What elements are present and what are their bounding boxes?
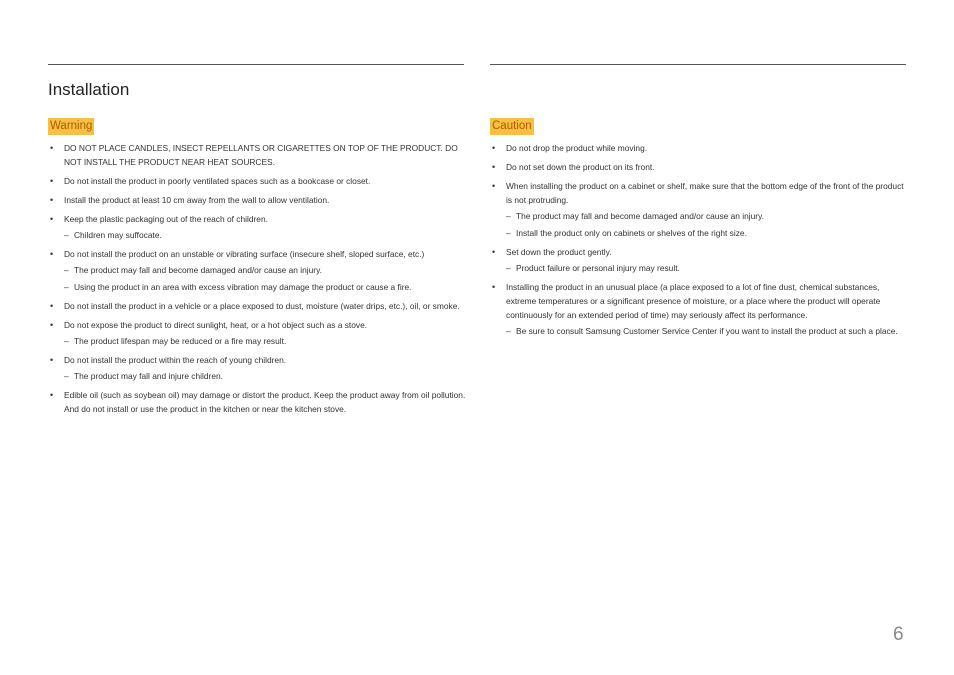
sub-list-item: – The product lifespan may be reduced or a fire may result. [64, 334, 466, 348]
sub-list-item: – Install the product only on cabinets or shelves of the right size. [506, 226, 906, 240]
list-item [490, 179, 906, 240]
list-item-text: Do not install the product within the reach of young children. [64, 355, 287, 365]
sub-list [506, 209, 906, 240]
list-item-text: Install the product at least 10 cm away from the wall to allow ventilation. [64, 195, 330, 205]
list-item-text: Keep the plastic packaging out of the reach of children. [64, 214, 268, 224]
list-item-text: DO NOT PLACE CANDLES, INSECT REPELLANTS OR CIGARETTES ON TOP OF THE PRODUCT. DO NOT INSTALL THE PRODUCT NEAR HEAT SOURCES. [64, 143, 458, 167]
sub-list-item: – Be sure to consult Samsung Customer Service Center if you want to install the product at such a place. [506, 324, 906, 338]
list-item-text: Do not set down the product on its front. [506, 162, 655, 172]
sub-list [506, 324, 906, 338]
list-item-text: Do not expose the product to direct sunlight, heat, or a hot object such as a stove. [64, 320, 368, 330]
page-title: Installation [48, 80, 130, 99]
list-item-text: Installing the product in an unusual place (a place exposed to a lot of fine dust, chemical substances, extreme temperatures or a significant presence of moisture, or a place where the product will operate continuously for an extended period of time) may seriously affect its performance. [506, 282, 881, 320]
list-item [490, 245, 906, 275]
list-item [48, 388, 466, 416]
list-item-text: Do not install the product on an unstable or vibrating surface (insecure shelf, sloped surface, etc.) [64, 249, 425, 259]
right-column-rule [490, 64, 906, 65]
caution-label: Caution [490, 118, 534, 135]
page-number: 6 [893, 624, 904, 645]
sub-list [506, 261, 906, 275]
sub-list-item: – The product may fall and become damaged and/or cause an injury. [506, 209, 906, 223]
sub-list-item: – Children may suffocate. [64, 228, 466, 242]
warning-label: Warning [48, 118, 94, 135]
warning-list [48, 141, 466, 421]
list-item [48, 318, 466, 348]
list-item-text: When installing the product on a cabinet or shelf, make sure that the bottom edge of the front of the product is not protruding. [506, 181, 904, 205]
sub-list [64, 369, 466, 383]
sub-list-item: – The product may fall and injure children. [64, 369, 466, 383]
sub-list-item: – Product failure or personal injury may result. [506, 261, 906, 275]
list-item [48, 174, 466, 188]
sub-list [64, 263, 466, 294]
sub-list-item: – The product may fall and become damaged and/or cause an injury. [64, 263, 466, 277]
caution-list [490, 141, 906, 343]
left-column-rule [48, 64, 464, 65]
list-item [48, 212, 466, 242]
list-item [490, 160, 906, 174]
list-item [490, 141, 906, 155]
list-item-text: Do not install the product in a vehicle or a place exposed to dust, moisture (water drips, etc.), oil, or smoke. [64, 301, 460, 311]
list-item-text: Edible oil (such as soybean oil) may damage or distort the product. Keep the product away from oil pollution. And do not install or use the product in the kitchen or near the kitchen stove. [64, 390, 466, 414]
list-item [48, 193, 466, 207]
list-item-text: Set down the product gently. [506, 247, 612, 257]
sub-list [64, 228, 466, 242]
list-item-text: Do not drop the product while moving. [506, 143, 648, 153]
list-item [490, 280, 906, 338]
list-item [48, 247, 466, 294]
sub-list [64, 334, 466, 348]
list-item [48, 299, 466, 313]
list-item [48, 141, 466, 169]
list-item [48, 353, 466, 383]
sub-list-item: – Using the product in an area with excess vibration may damage the product or cause a fire. [64, 280, 466, 294]
list-item-text: Do not install the product in poorly ventilated spaces such as a bookcase or closet. [64, 176, 371, 186]
